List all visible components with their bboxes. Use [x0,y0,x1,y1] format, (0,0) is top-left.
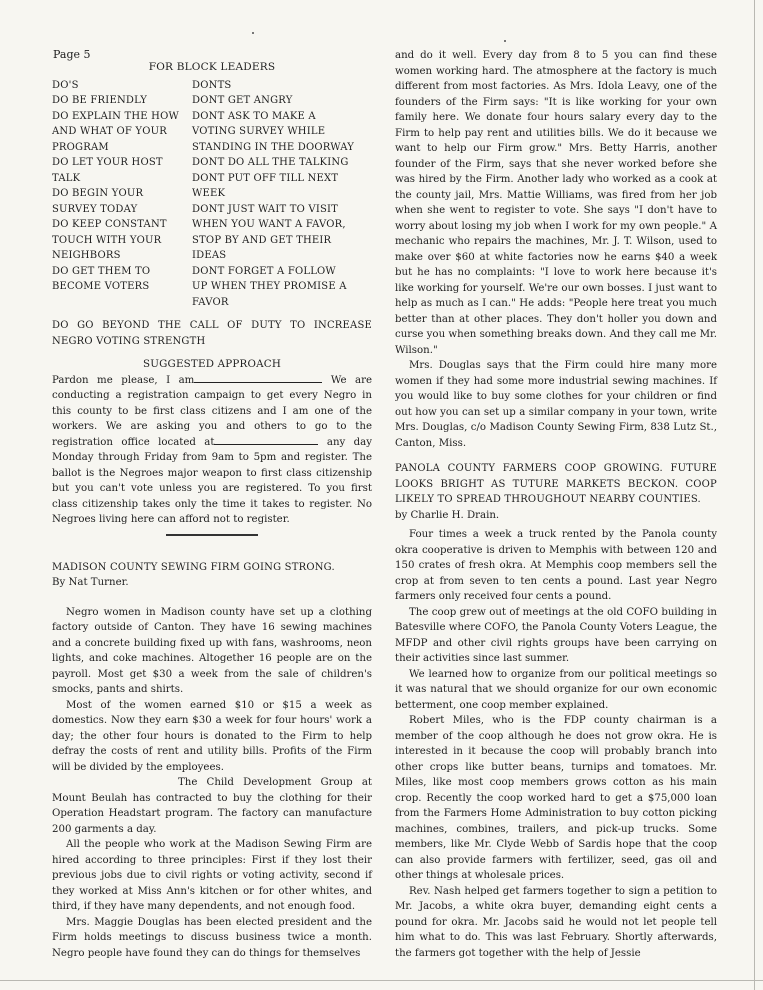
dos-donts-row [52,93,372,109]
dont-item: STOP BY AND GET THEIR [192,234,332,246]
dont-item: WEEK [192,188,226,199]
do-item: DO EXPLAIN THE HOW [52,110,179,122]
dos-donts-row [52,279,372,295]
dont-item: FAVOR [192,296,229,308]
approach-heading: SUGGESTED APPROACH [142,358,282,370]
dont-item: DONT GET ANGRY [192,95,293,106]
dont-item: DONT PUT OFF TILL NEXT [192,172,339,184]
left-column [52,60,372,961]
dos-donts-row [52,217,372,233]
coop-paragraph: Robert Miles, who is the FDP county chairman is a member of the coop although he does not grow okra. He is interested in it because the coop will probably branch into other crops like butter beans, turnips and tomatoes. Mr. Miles, like most coop members grows cotton as his main crop. Recently the coop worked hard to get a $75,000 loan from the Farmers Home Administration to buy cotton picking machines, combines, trailers, and pick-up trucks. Some members, like Mr. Clyde Webb of Sardis hope that the coop can also provide farmers with fertilizer, seed, gas oil and other things at wholesale prices. [395,715,717,881]
sewing-paragraph: Most of the women earned $10 or $15 a week as domestics. Now they earn $30 a week for four hours' work a day; the other four hours is donated to the Firm to help defray the costs of rent and utility bills. Profits of the Firm will be divided by the employees. [52,699,372,773]
dont-item: DONT FORGET A FOLLOW [192,265,336,277]
do-item: DO GET THEM TO [52,265,151,277]
dos-donts-row [52,109,372,125]
approach-text-3: any day Monday through Friday from 9am to 5pm and register. The ballot is the Negroes major weapon to first class citizenship but you can't vote unless you are registered. To you first class citizenship takes only the time it takes to register. No Negroes living here can afford not to register. [52,436,372,525]
do-item: PROGRAM [52,141,109,153]
address-blank [214,444,318,445]
sewing-byline: By Nat Turner. [52,577,129,588]
page-edge-bottom [0,980,763,981]
block-leaders-closing: DO GO BEYOND THE CALL OF DUTY TO INCREASE NEGRO VOTING STRENGTH [52,320,372,347]
do-item: DO BE FRIENDLY [52,95,148,106]
dos-donts-row [52,202,372,218]
sewing-continuation: and do it well. Every day from 8 to 5 you can find these women working hard. The atmosphere at the factory is much different from most factories. As Mrs. Idola Leavy, one of the founders of the Firm says: "It is like working for your own family here. We donate four hours salary every day to the Firm to help pay rent and utilities bills. We do it because we want to help our Firm grow." Mrs. Betty Harris, another founder of the Firm, says that she never worked before she was hired by the Firm. Another lady who worked as a cook at the county jail, Mrs. Mattie Williams, was fired from her job when she went to register to vote. She says "I don't have to worry about losing my job when I work for my own people." A mechanic who repairs the machines, Mr. J. T. Wilson, used to make over $60 at white factories now he earns $40 a week but he has no complaints: "I love to work here because it's like working for yourself. We're our own bosses. I just want to help as much as I can." He adds: "People here treat you much better than at other places. They don't holler you down and curse you when something breaks down. And they call me Mr. Wilson." [395,50,717,356]
coop-paragraph: We learned how to organize from our political meetings so it was natural that we should organize for our own economic betterment, one coop member explained. [395,668,717,711]
speck [252,32,254,34]
dont-item: DONT ASK TO MAKE A [192,110,316,122]
dos-label: DO'S [52,79,79,91]
page-edge-right [754,0,755,990]
sewing-continuation: Mrs. Douglas says that the Firm could hire many more women if they had some more industrial sewing machines. If you would like to buy some clothes for your children or find out how you can set up a similar company in your town, write Mrs. Douglas, c/o Madison County Sewing Firm, 838 Lutz St., Canton, Miss. [395,360,717,449]
dos-donts-table [52,78,372,311]
do-item: TALK [52,172,81,184]
sewing-paragraph: The Child Development Group at Mount Beulah has contracted to buy the clothing for their Operation Headstart program. The factory can manufacture 200 garments a day. [52,777,372,835]
do-item [52,295,192,311]
dos-donts-row [52,140,372,156]
dos-donts-row [52,155,372,171]
donts-label: DONTS [192,79,232,91]
dos-donts-row [52,171,372,187]
sewing-paragraph: All the people who work at the Madison Sewing Firm are hired according to three principles: First if they lost their previous jobs due to civil rights or voting activity, second if they worked at Miss Ann's kitchen or for other whites, and third, if they have many dependents, and not enough food. [52,839,372,912]
name-blank [194,382,322,383]
dont-item: UP WHEN THEY PROMISE A [192,281,347,292]
dont-item: DONT DO ALL THE TALKING [192,157,349,168]
block-leaders-heading: FOR BLOCK LEADERS [148,61,276,73]
approach-text-1: Pardon me please, I am [52,374,195,386]
do-item: DO KEEP CONSTANT [52,219,167,230]
sewing-headline: MADISON COUNTY SEWING FIRM GOING STRONG. [52,561,335,573]
do-item: NEIGHBORS [52,250,121,261]
coop-paragraph: Rev. Nash helped get farmers together to sign a petition to Mr. Jacobs, a white okra buyer, demanding eight cents a pound for okra. Mr. Jacobs said he would not let people tell him what to do. This was last February. Shortly afterwards, the farmers got together with the help of Jessie [395,885,717,959]
dont-item: STANDING IN THE DOORWAY [192,141,355,153]
dos-donts-rows [52,93,372,310]
do-item: AND WHAT OF YOUR [52,126,167,137]
table-header-row [52,78,372,94]
dont-item: DONT JUST WAIT TO VISIT [192,203,339,215]
do-item: SURVEY TODAY [52,203,138,215]
right-column [395,48,717,961]
dont-item: WHEN YOU WANT A FAVOR, [192,219,346,230]
dont-item: IDEAS [192,250,227,261]
do-item: TOUCH WITH YOUR [52,234,162,246]
do-item: BECOME VOTERS [52,281,150,292]
coop-byline: by Charlie H. Drain. [395,509,500,521]
sewing-paragraph: Mrs. Maggie Douglas has been elected president and the Firm holds meetings to discuss business twice a month. Negro people have found they can do things for themselves [52,916,372,959]
approach-body [52,373,372,528]
dos-donts-row [52,186,372,202]
coop-paragraph: The coop grew out of meetings at the old COFO building in Batesville where COFO, the Panola County Voters League, the MFDP and other civil rights groups have been carrying on their activities since last summer. [395,606,717,664]
dos-donts-row [52,264,372,280]
do-item: DO LET YOUR HOST [52,157,163,168]
dos-donts-row [52,124,372,140]
page-number: Page 5 [53,48,91,61]
dos-donts-row [52,295,372,311]
dont-item: VOTING SURVEY WHILE [192,126,326,137]
dos-donts-row [52,233,372,249]
coop-headline: PANOLA COUNTY FARMERS COOP GROWING. FUTURE LOOKS BRIGHT AS TUTURE MARKETS BECKON. COOP LIKELY TO SPREAD THROUGHOUT NEARBY COUNTIES. [395,463,717,505]
approach-text-2: We are conducting a registration campaign to get every Negro in this county to be first class citizens and I am one of the workers. We are asking you and others to go to the registration office located at [52,374,372,448]
coop-paragraph: Four times a week a truck rented by the Panola county okra cooperative is driven to Memphis with between 120 and 150 crates of fresh okra. At Memphis coop members sell the crop at from seven to ten cents a pound. Last year Negro farmers only received four cents a pound. [395,529,717,602]
dos-donts-row [52,248,372,264]
section-divider [166,534,258,536]
speck [504,40,506,42]
do-item: DO BEGIN YOUR [52,188,144,199]
sewing-paragraph: Negro women in Madison county have set up a clothing factory outside of Canton. They have 16 sewing machines and a concrete building fixed up with fans, washrooms, neon lights, and coke machines. Altogether 16 people are on the payroll. Most get $30 a week from the sale of children's smocks, pants and shirts. [52,606,372,695]
